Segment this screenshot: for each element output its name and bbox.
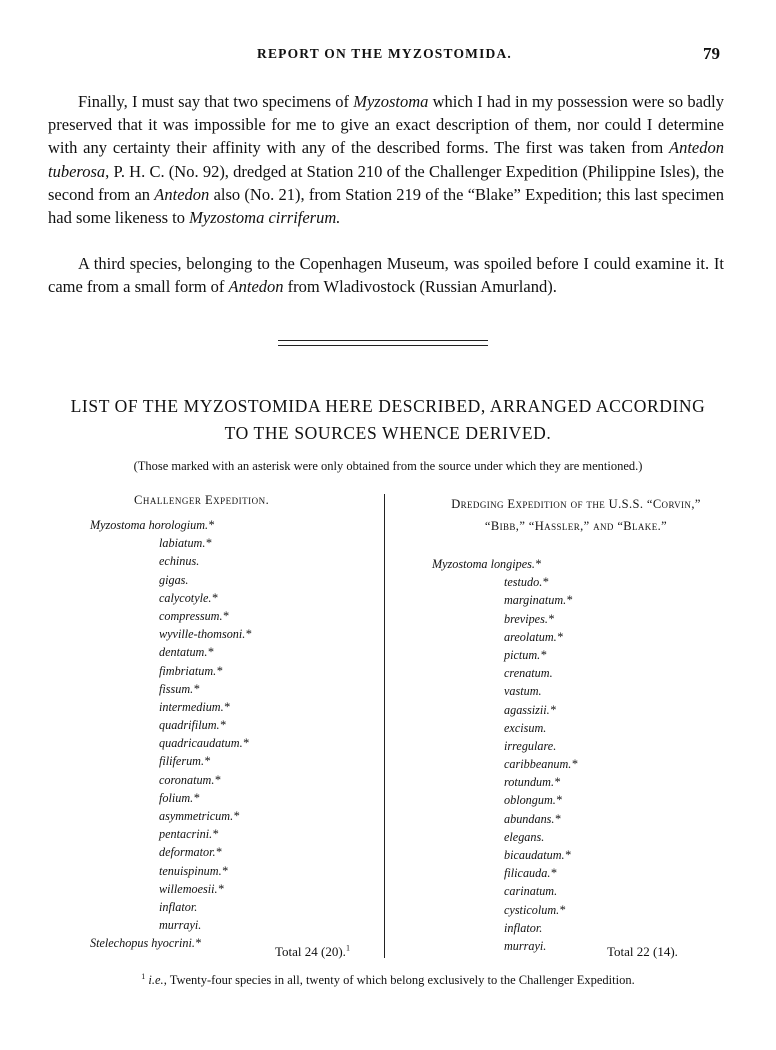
species-name: elegans.: [504, 829, 545, 844]
p2-text-c: from Wladivostock (Russian Amurland).: [283, 277, 557, 297]
list-item: [90, 716, 251, 734]
list-title-line-2: TO THE SOURCES WHENCE DERIVED.: [224, 423, 552, 443]
list-item: [432, 846, 577, 864]
p2-text-a: A third species, belonging to the Copenhagen Museum, was spoiled before I could examine it. It came from a small form of: [48, 254, 724, 297]
list-item: [432, 810, 577, 828]
species-name: caribbeanum.*: [504, 757, 578, 772]
species-name: testudo.*: [504, 575, 549, 590]
p1-text-g: also (No. 21), from Station 219 of the “Blake” Expedition; this last specimen had some likeness to: [48, 184, 724, 228]
paragraph-2: [48, 252, 724, 298]
footnote: [30, 973, 746, 988]
species-name: murrayi.: [159, 918, 202, 933]
species-name: coronatum.*: [159, 772, 221, 787]
list-item: [90, 643, 251, 661]
species-name: folium.*: [159, 790, 200, 805]
list-item: [90, 534, 251, 552]
right-total: Total 22 (14).: [607, 944, 678, 959]
p1-italic-b: Myzostoma: [353, 92, 429, 111]
p1-text-c: which I had in my possession were so badly preserved that it was impossible for me to give an exact description of them, nor could I determine with any certainty their affinity with any of the described forms. The first was taken from: [48, 92, 724, 158]
list-item: [90, 862, 251, 880]
right-genus-entry: Myzostoma longipes.*: [432, 557, 542, 571]
list-item: [432, 828, 577, 846]
species-name: vastum.: [504, 684, 542, 699]
list-item: [432, 937, 577, 955]
list-item: [90, 916, 251, 934]
list-item: [432, 919, 577, 937]
species-name: crenatum.: [504, 666, 553, 681]
species-name: fimbriatum.*: [159, 663, 223, 678]
list-item: [90, 807, 251, 825]
list-item: [432, 773, 577, 791]
running-title: REPORT ON THE MYZOSTOMIDA.: [257, 46, 513, 61]
right-heading-line-2: “Bibb,” “Hassler,” and “Blake.”: [484, 519, 668, 533]
list-item: [90, 771, 251, 789]
species-name: tenuispinum.*: [159, 863, 228, 878]
list-item: [432, 791, 577, 809]
left-column-heading: Challenger Expedition.: [134, 493, 270, 507]
list-item: [90, 752, 251, 770]
list-item: [90, 680, 251, 698]
list-title: [30, 393, 746, 447]
footnote-text: , Twenty-four species in all, twenty of which belong exclusively to the Challenger Expedition.: [163, 973, 635, 987]
list-item: [90, 734, 251, 752]
left-genus-entry: Myzostoma horologium.*: [90, 518, 215, 532]
list-item: [432, 646, 577, 664]
right-column-heading: [392, 493, 760, 537]
list-item: [432, 610, 577, 628]
species-name: bicaudatum.*: [504, 848, 571, 862]
species-name: brevipes.*: [504, 611, 554, 626]
species-name: compressum.*: [159, 608, 229, 623]
list-item: [90, 516, 251, 534]
species-name: murrayi.: [504, 938, 547, 953]
list-item: [432, 701, 577, 719]
list-item: [90, 843, 251, 861]
dredging-species-list: [432, 555, 577, 955]
section-separator-top: [278, 340, 488, 341]
p1-italic-d: Antedon tuberosa: [48, 138, 724, 181]
species-name: calycotyle.*: [159, 590, 218, 605]
p1-text-a: Finally, I must say that two specimens of: [78, 92, 354, 111]
species-name: abundans.*: [504, 811, 561, 826]
species-name: areolatum.*: [504, 629, 563, 644]
list-item: [90, 698, 251, 716]
species-name: gigas.: [159, 572, 189, 587]
page-number: 79: [703, 44, 720, 63]
list-item: [90, 607, 251, 625]
list-item: [432, 719, 577, 737]
species-name: inflator.: [504, 920, 543, 935]
footnote-abbrev: i.e.: [148, 973, 164, 987]
species-name: pentacrini.*: [159, 827, 219, 842]
list-item: [432, 882, 577, 900]
list-item: [90, 934, 251, 952]
species-name: excisum.: [504, 720, 547, 735]
section-separator-bottom: [278, 345, 488, 346]
left-total-footnote-mark: 1: [345, 943, 350, 953]
species-name: carinatum.: [504, 884, 558, 899]
species-name: pictum.*: [504, 647, 547, 662]
asterisk-note: (Those marked with an asterisk were only obtained from the source under which they are mentioned.): [133, 459, 643, 473]
species-name: dentatum.*: [159, 645, 214, 660]
species-name: willemoesii.*: [159, 881, 224, 896]
p1-italic-h: Myzostoma cirriferum.: [189, 208, 341, 228]
list-item: [432, 573, 577, 591]
list-item: [90, 625, 251, 643]
species-name: irregulare.: [504, 738, 557, 753]
list-item: [432, 901, 577, 919]
column-divider: [384, 494, 385, 958]
genus-entry-last: Stelechopus hyocrini.*: [90, 936, 202, 951]
species-name: intermedium.*: [159, 699, 230, 714]
list-item: [90, 662, 251, 680]
species-name: labiatum.*: [159, 536, 212, 551]
list-item: [90, 898, 251, 916]
species-name: echinus.: [159, 554, 200, 569]
list-item: [90, 880, 251, 898]
list-item: [90, 571, 251, 589]
species-name: marginatum.*: [504, 593, 573, 608]
list-title-line-1: LIST OF THE MYZOSTOMIDA HERE DESCRIBED, ARRANGED ACCORDING: [70, 396, 706, 416]
list-item: [90, 789, 251, 807]
list-item: [432, 864, 577, 882]
list-item: [432, 555, 577, 573]
species-name: filicauda.*: [504, 866, 557, 881]
species-name: quadricaudatum.*: [159, 736, 249, 751]
list-item: [90, 589, 251, 607]
species-name: deformator.*: [159, 845, 222, 860]
list-item: [432, 737, 577, 755]
species-name: agassizii.*: [504, 702, 556, 717]
p1-text-e: , P. H. C. (No. 92), dredged at Station 210 of the Challenger Expedition (Philippine Isles), the second from an: [48, 161, 724, 204]
species-name: fissum.*: [159, 681, 200, 696]
p1-italic-f: Antedon: [154, 184, 210, 204]
species-name: wyville-thomsoni.*: [159, 627, 252, 642]
right-heading-line-1: Dredging Expedition of the U.S.S. “Corvin,”: [451, 497, 701, 511]
p2-italic-b: Antedon: [228, 277, 284, 297]
species-name: inflator.: [159, 899, 198, 914]
list-item: [432, 628, 577, 646]
list-item: [432, 755, 577, 773]
species-name: filiferum.*: [159, 754, 211, 769]
list-item: [90, 552, 251, 570]
list-item: [432, 682, 577, 700]
list-item: [432, 591, 577, 609]
species-name: quadrifilum.*: [159, 718, 226, 733]
left-total-text: Total 24 (20).: [275, 944, 346, 959]
left-total: [275, 944, 350, 960]
species-name: asymmetricum.*: [159, 809, 240, 823]
paragraph-1: [48, 90, 724, 229]
species-name: oblongum.*: [504, 793, 562, 808]
challenger-species-list: [90, 516, 251, 953]
species-name: cysticolum.*: [504, 902, 566, 917]
footnote-mark: 1: [141, 971, 146, 981]
species-name: rotundum.*: [504, 775, 561, 790]
list-item: [90, 825, 251, 843]
list-item: [432, 664, 577, 682]
